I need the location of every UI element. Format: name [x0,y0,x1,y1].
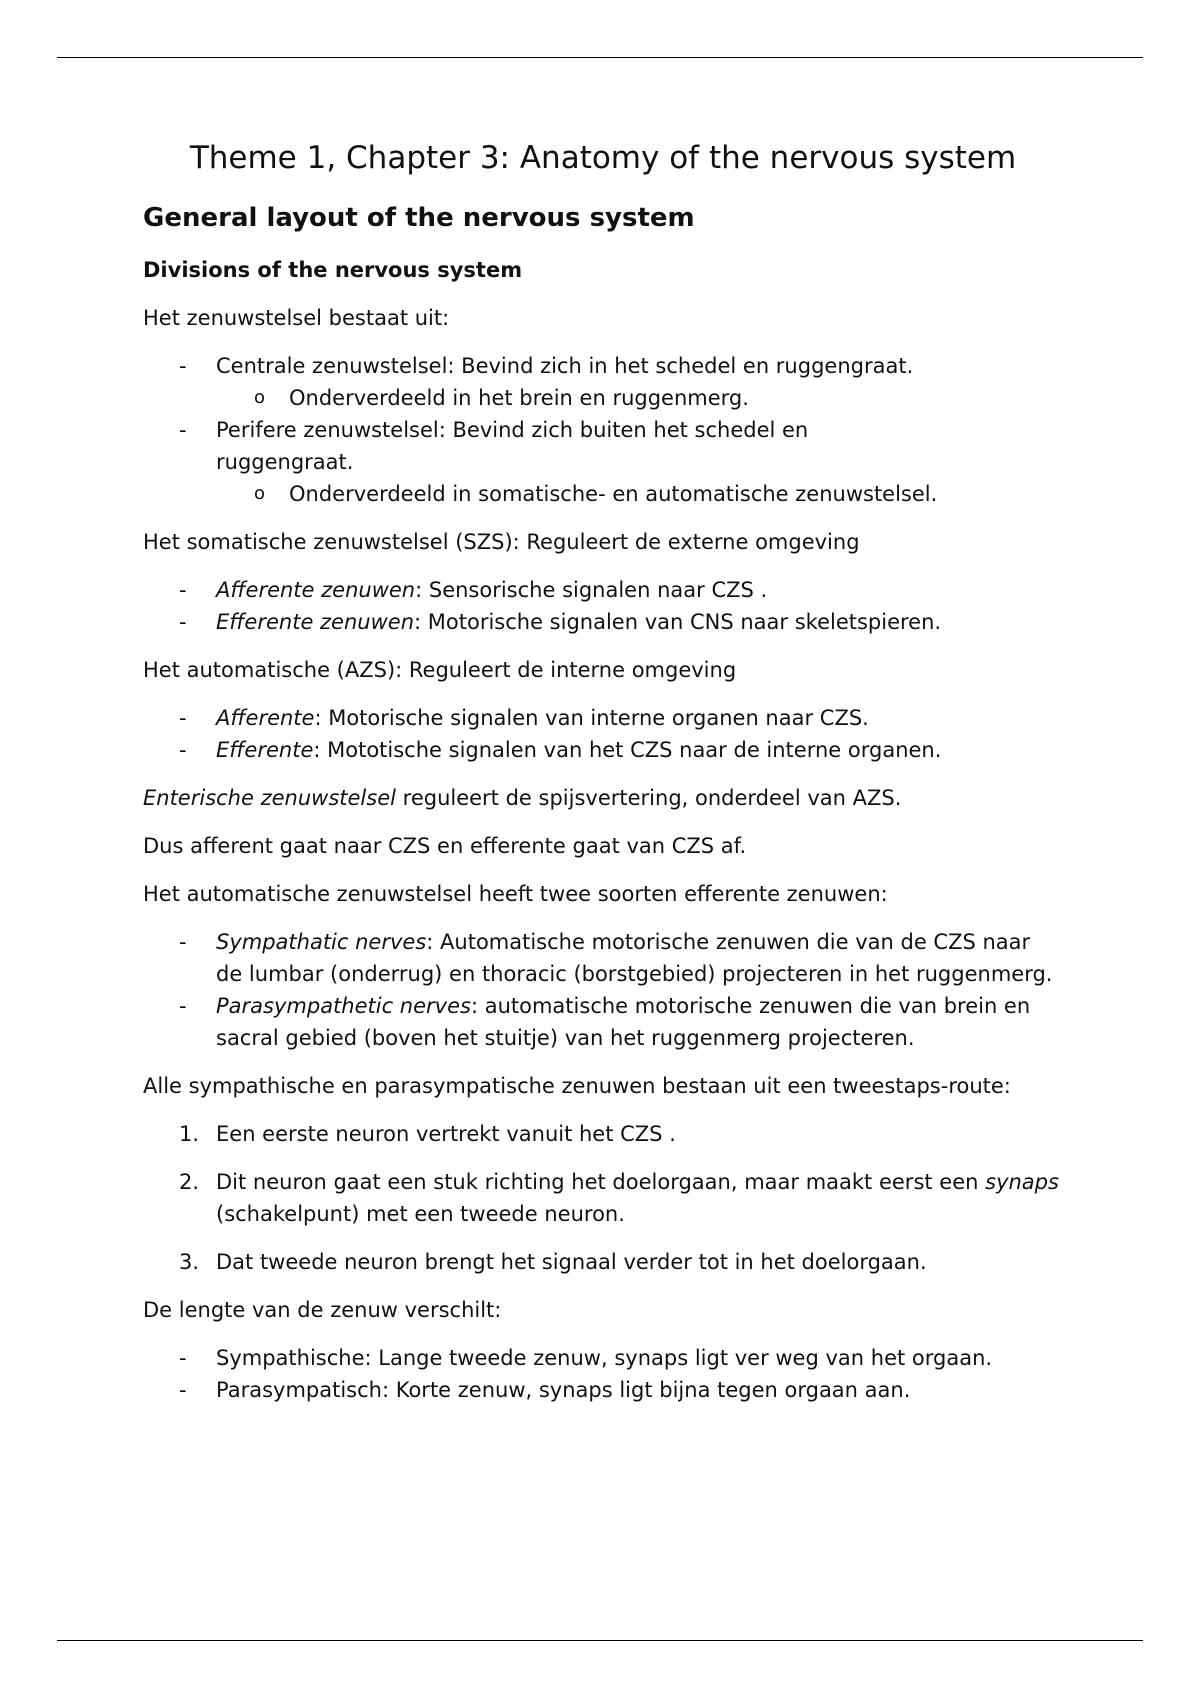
dash-bullet: - [179,993,187,1018]
term: synaps [985,1169,1059,1194]
subsection-heading: Divisions of the nervous system [143,258,523,283]
summary-paragraph: Dus afferent gaat naar CZS en efferente gaat van CZS af. [143,833,747,858]
list-item-text: Perifere zenuwstelsel: Bevind zich buiten het schedel en ruggengraat. [216,417,809,474]
numbered-item-text: Dat tweede neuron brengt het signaal verder tot in het doelorgaan. [216,1249,927,1274]
document-body [143,140,1063,1422]
list-item-text: Centrale zenuwstelsel: Bevind zich in het schedel en ruggengraat. [216,353,914,378]
numbered-item [143,1246,1063,1278]
term: Efferente [216,737,314,762]
list-item [143,990,1063,1054]
term: Parasympathetic nerves [216,993,471,1018]
sub-list [216,382,1063,414]
list-item [143,702,1063,734]
szs-list [143,574,1063,638]
list-item-text: : Mototische signalen van het CZS naar de interne organen. [313,737,942,762]
azs-paragraph: Het automatische (AZS): Reguleert de interne omgeving [143,657,737,682]
list-item [143,414,1063,510]
dash-bullet: - [179,417,187,442]
list-item [143,606,1063,638]
circle-bullet: o [254,482,266,504]
route-steps-list [143,1118,1063,1278]
list-item-text: : Motorische signalen van interne organen naar CZS. [314,705,869,730]
route-intro-paragraph: Alle sympathische en parasympatische zenuwen bestaan uit een tweestaps-route: [143,1073,1011,1098]
numbered-item [143,1166,1063,1230]
list-item [143,734,1063,766]
intro-paragraph: Het zenuwstelsel bestaat uit: [143,305,450,330]
term: Afferente zenuwen [216,577,416,602]
list-item-text: : Motorische signalen van CNS naar skeletspieren. [414,609,942,634]
step-number: 2. [179,1169,200,1194]
list-item [143,926,1063,990]
list-item [143,1374,1063,1406]
term: Afferente [216,705,315,730]
efferent-intro-paragraph: Het automatische zenuwstelsel heeft twee soorten efferente zenuwen: [143,881,888,906]
paragraph-text: reguleert de spijsvertering, onderdeel van AZS. [395,785,902,810]
term: Sympathatic nerves [216,929,427,954]
dash-bullet: - [179,929,187,954]
footer-rule [57,1640,1143,1641]
list-item-text: : automatische motorische zenuwen die van brein en sacral gebied (boven het stuitje) van het ruggenmerg projecteren. [216,993,1031,1050]
list-item-text: Parasympatisch: Korte zenuw, synaps ligt bijna tegen orgaan aan. [216,1377,911,1402]
numbered-item-text: (schakelpunt) met een tweede neuron. [216,1201,625,1226]
term: Efferente zenuwen [216,609,415,634]
page-title: Theme 1, Chapter 3: Anatomy of the nervous system [189,140,1017,176]
sub-list-item-text: Onderverdeeld in het brein en ruggenmerg. [289,385,749,410]
list-item-text: : Automatische motorische zenuwen die van de CZS naar de lumbar (onderrug) en thoracic (borstgebied) projecteren in het ruggenmerg. [216,929,1053,986]
list-item [143,574,1063,606]
sub-list [216,478,1063,510]
numbered-item [143,1118,1063,1150]
circle-bullet: o [254,386,266,408]
step-number: 1. [179,1121,200,1146]
sub-list-item-text: Onderverdeeld in somatische- en automatische zenuwstelsel. [289,481,938,506]
list-item [143,1342,1063,1374]
list-item-text: Sympathische: Lange tweede zenuw, synaps ligt ver weg van het orgaan. [216,1345,993,1370]
header-rule [57,57,1143,58]
section-heading: General layout of the nervous system [143,203,695,234]
szs-paragraph: Het somatische zenuwstelsel (SZS): Reguleert de externe omgeving [143,529,860,554]
list-item [143,350,1063,414]
dash-bullet: - [179,1345,187,1370]
nerve-types-list [143,926,1063,1054]
dash-bullet: - [179,609,187,634]
sub-list-item [143,478,1063,510]
dash-bullet: - [179,577,187,602]
sub-list-item [143,382,1063,414]
dash-bullet: - [179,705,187,730]
dash-bullet: - [179,1377,187,1402]
dash-bullet: - [179,737,187,762]
step-number: 3. [179,1249,200,1274]
term: Enterische zenuwstelsel [143,785,396,810]
enteric-paragraph [143,782,1063,814]
divisions-list [143,350,1063,510]
azs-list [143,702,1063,766]
length-list [143,1342,1063,1406]
length-intro-paragraph: De lengte van de zenuw verschilt: [143,1297,502,1322]
numbered-item-text: Een eerste neuron vertrekt vanuit het CZS . [216,1121,676,1146]
dash-bullet: - [179,353,187,378]
list-item-text: : Sensorische signalen naar CZS . [415,577,768,602]
numbered-item-text: Dit neuron gaat een stuk richting het doelorgaan, maar maakt eerst een [216,1169,986,1194]
